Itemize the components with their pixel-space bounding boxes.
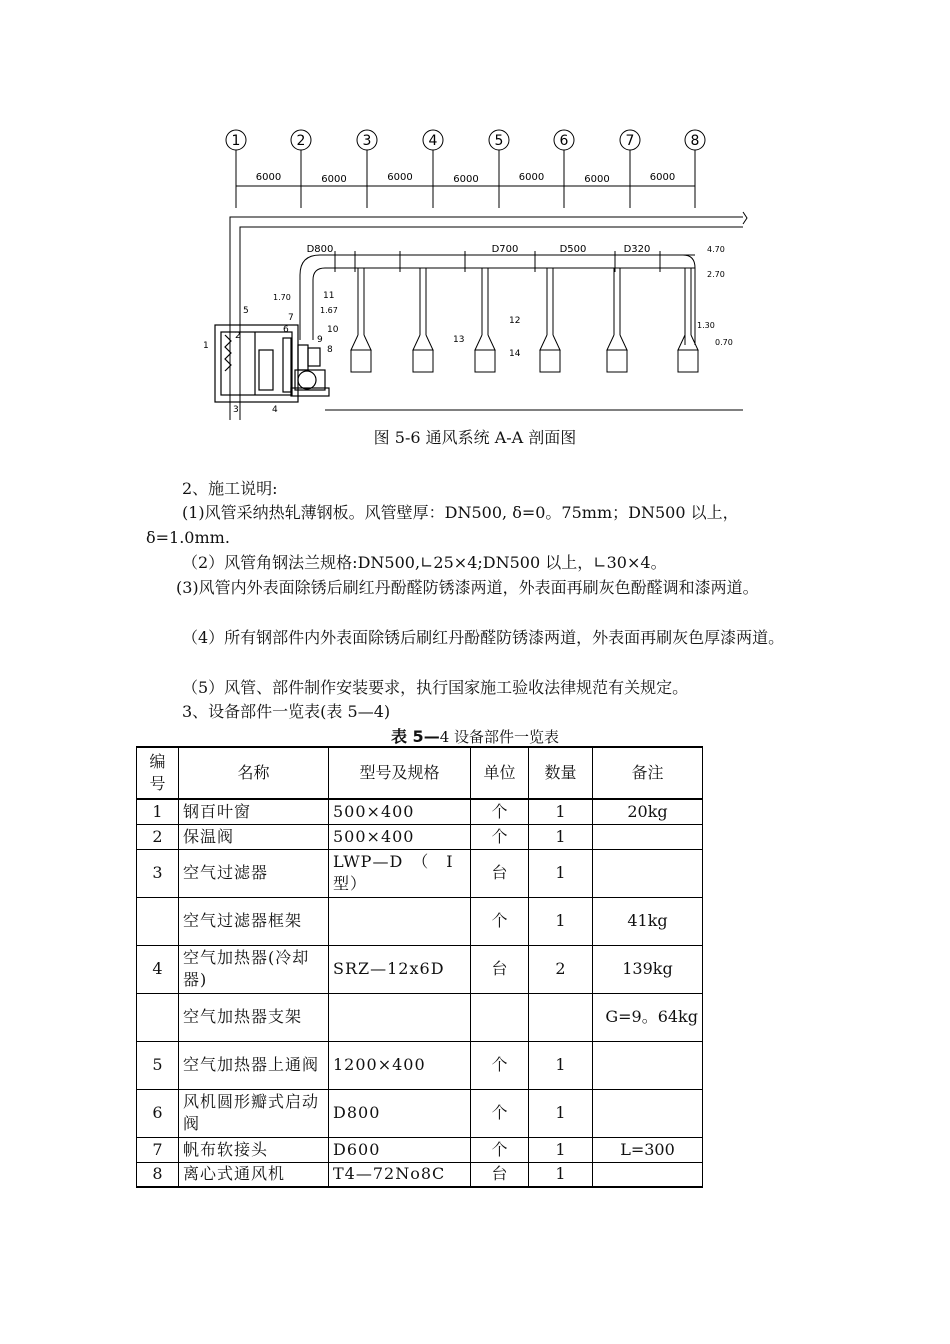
cell-unit: 个: [471, 897, 529, 945]
table-title-rest: 4 设备部件一览表: [439, 728, 560, 746]
cell-name: 帆布软接头: [179, 1137, 329, 1162]
cell-unit: 个: [471, 1041, 529, 1089]
axis-label: 7: [625, 133, 635, 149]
cell-name: 风机圆形瓣式启动阀: [179, 1089, 329, 1137]
cell-name: 空气过滤器框架: [179, 897, 329, 945]
duct-size-label: D800: [306, 244, 334, 255]
ventilation-section-drawing: [195, 120, 755, 420]
cell-spec: 500×400: [329, 824, 471, 849]
cell-no: 3: [137, 849, 179, 897]
elevation-label: 2.70: [707, 270, 725, 279]
cell-spec: T4—72No8C: [329, 1162, 471, 1187]
table-row: [137, 1089, 703, 1137]
part-label: 11: [323, 291, 335, 301]
header-no: 编号: [137, 747, 179, 799]
table-row: [137, 799, 703, 824]
cell-unit: 个: [471, 1089, 529, 1137]
cell-note: 41kg: [593, 897, 703, 945]
cell-note: [593, 824, 703, 849]
cell-note: L=300: [593, 1137, 703, 1162]
part-label: 4: [272, 405, 278, 415]
cell-note: 139kg: [593, 945, 703, 993]
span-dimension: 6000: [321, 174, 347, 185]
note-item-5: （5）风管、部件制作安装要求，执行国家施工验收法律规范有关规定。: [182, 678, 689, 697]
air-handling-unit: [215, 325, 329, 402]
cell-note: 20kg: [593, 799, 703, 824]
axis-label: 5: [494, 133, 504, 149]
cell-unit: 台: [471, 945, 529, 993]
table-row: [137, 824, 703, 849]
span-dimension: 6000: [387, 172, 413, 183]
part-label: 1: [203, 341, 209, 351]
elevation-label: 0.70: [715, 338, 733, 347]
span-dimension: 6000: [255, 172, 282, 183]
table-title: [0, 724, 950, 747]
note-item-1: (1)风管采纳热轧薄钢板。风管壁厚：DN500, δ=0。75mm；DN500 以上，δ=1.0mm.: [146, 503, 739, 547]
axis-label: 1: [231, 133, 241, 149]
part-label: 6: [283, 325, 289, 335]
part-label: 9: [317, 335, 323, 345]
cell-spec: SRZ—12x6D: [329, 945, 471, 993]
cell-qty: 1: [529, 897, 593, 945]
note-item-2: （2）风管角钢法兰规格:DN500,∟25×4;DN500 以上，∟30×4。: [182, 553, 667, 572]
cell-qty: 2: [529, 945, 593, 993]
header-note: 备注: [593, 747, 703, 799]
axis-label: 6: [559, 133, 569, 149]
cell-spec: 1200×400: [329, 1041, 471, 1089]
cell-name: 空气加热器上通阀: [179, 1041, 329, 1089]
header-qty: 数量: [529, 747, 593, 799]
table-row: [137, 1041, 703, 1089]
cell-no: 2: [137, 824, 179, 849]
cell-note: G=9。64kg: [593, 993, 703, 1041]
cell-note: [593, 1041, 703, 1089]
cell-no: 6: [137, 1089, 179, 1137]
part-label: 14: [509, 349, 521, 359]
elevation-label: 1.70: [273, 293, 291, 302]
part-label: 10: [327, 325, 339, 335]
part-label: 5: [243, 306, 249, 316]
elevation-label: 1.30: [697, 321, 715, 330]
cell-spec: D800: [329, 1089, 471, 1137]
table-title-bold: 表 5—: [390, 727, 440, 746]
cell-note: [593, 1089, 703, 1137]
table-row: [137, 1137, 703, 1162]
header-spec: 型号及规格: [329, 747, 471, 799]
equipment-table: [136, 746, 703, 1188]
cell-qty: 1: [529, 1137, 593, 1162]
cell-qty: [529, 993, 593, 1041]
table-row: [137, 1162, 703, 1187]
cell-name: 离心式通风机: [179, 1162, 329, 1187]
part-label: 3: [233, 405, 239, 415]
part-label: 12: [509, 316, 521, 326]
cell-unit: 个: [471, 799, 529, 824]
part-label: 8: [327, 345, 333, 355]
table-row: [137, 945, 703, 993]
cell-spec: [329, 993, 471, 1041]
cell-qty: 1: [529, 824, 593, 849]
cell-qty: 1: [529, 849, 593, 897]
cell-note: [593, 849, 703, 897]
cell-qty: 1: [529, 1089, 593, 1137]
part-label: 2: [235, 331, 241, 341]
cell-unit: 台: [471, 1162, 529, 1187]
cell-unit: [471, 993, 529, 1041]
cell-no: 4: [137, 945, 179, 993]
part-label: 13: [453, 335, 465, 345]
table-row: [137, 993, 703, 1041]
cell-no: 5: [137, 1041, 179, 1089]
elevation-label: 1.67: [320, 306, 338, 315]
cell-unit: 个: [471, 1137, 529, 1162]
cell-name: 保温阀: [179, 824, 329, 849]
table-header-row: [137, 747, 703, 799]
cell-name: 空气加热器支架: [179, 993, 329, 1041]
note-item-3: (3)风管内外表面除锈后刷红丹酚醛防锈漆两道，外表面再刷灰色酚醛调和漆两道。: [176, 578, 759, 597]
cell-name: 空气加热器(冷却器): [179, 945, 329, 993]
axis-label: 4: [428, 133, 438, 149]
span-dimension: 6000: [453, 174, 479, 185]
span-dimension: 6000: [584, 174, 610, 185]
table-row: [137, 849, 703, 897]
table-row: [137, 897, 703, 945]
cell-no: 1: [137, 799, 179, 824]
cell-name: 钢百叶窗: [179, 799, 329, 824]
span-dimension: 6000: [649, 172, 676, 183]
duct-size-label: D700: [491, 244, 519, 255]
cell-unit: 台: [471, 849, 529, 897]
cell-no: 7: [137, 1137, 179, 1162]
figure-caption: 图 5-6 通风系统 A-A 剖面图: [373, 428, 577, 447]
header-unit: 单位: [471, 747, 529, 799]
cell-unit: 个: [471, 824, 529, 849]
main-duct: [300, 255, 695, 345]
section2-title: 2、施工说明:: [182, 479, 278, 498]
cell-note: [593, 1162, 703, 1187]
header-name: 名称: [179, 747, 329, 799]
cell-no: [137, 897, 179, 945]
cell-spec: D600: [329, 1137, 471, 1162]
duct-size-label: D500: [559, 244, 587, 255]
note-item-4: （4）所有钢部件内外表面除锈后刷红丹酚醛防锈漆两道，外表面再刷灰色厚漆两道。: [182, 628, 785, 647]
cell-spec: LWP—D （ I 型）: [329, 849, 471, 897]
part-label: 7: [288, 313, 294, 323]
cell-spec: [329, 897, 471, 945]
cell-name: 空气过滤器: [179, 849, 329, 897]
cell-qty: 1: [529, 799, 593, 824]
cell-qty: 1: [529, 1041, 593, 1089]
axis-label: 8: [690, 133, 700, 149]
cell-no: [137, 993, 179, 1041]
span-dimension: 6000: [518, 172, 545, 183]
elevation-label: 4.70: [707, 245, 725, 254]
cell-no: 8: [137, 1162, 179, 1187]
section3-title: 3、设备部件一览表(表 5—4): [182, 702, 391, 721]
cell-spec: 500×400: [329, 799, 471, 824]
axis-label: 3: [362, 133, 372, 149]
axis-label: 2: [296, 133, 306, 149]
cell-qty: 1: [529, 1162, 593, 1187]
duct-size-label: D320: [623, 244, 651, 255]
